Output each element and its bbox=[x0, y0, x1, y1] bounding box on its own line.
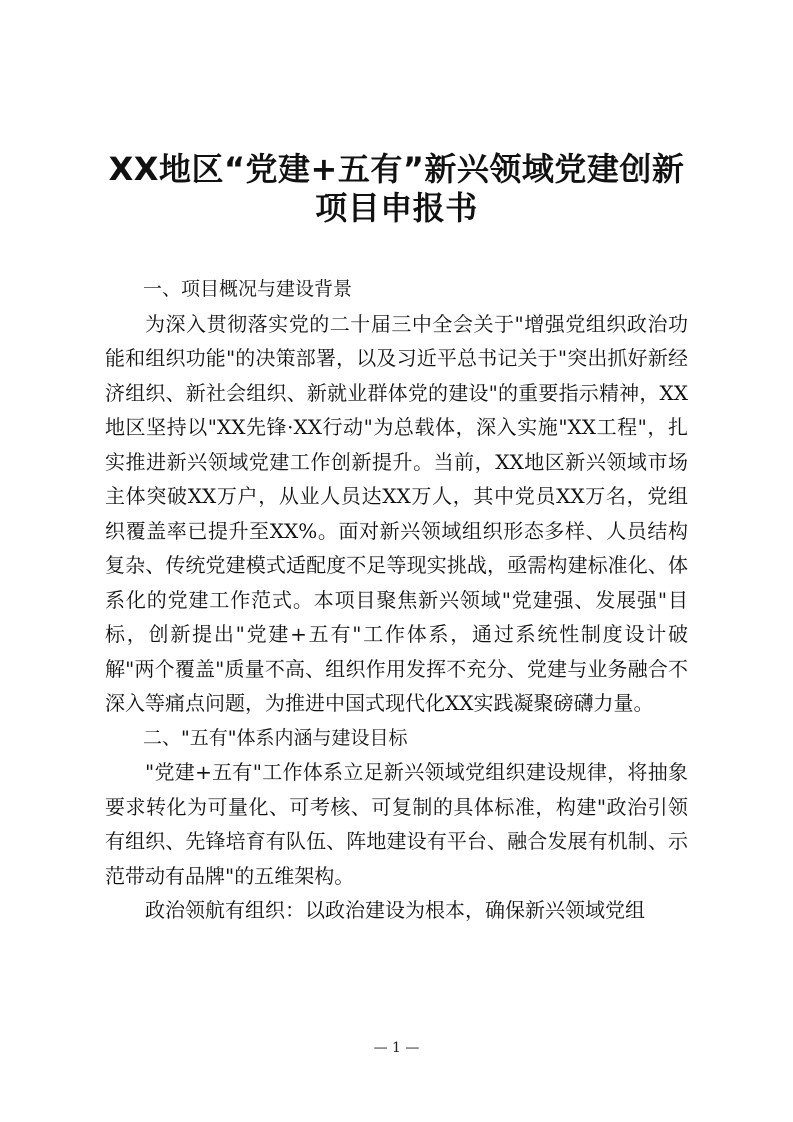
title-line-1: XX地区“党建+五有”新兴领域党建创新 bbox=[108, 150, 685, 188]
title-line-2: 项目申报书 bbox=[315, 189, 478, 227]
page-number: — 1 — bbox=[373, 1040, 420, 1056]
document-body bbox=[105, 272, 688, 928]
section-1-paragraph: 为深入贯彻落实党的二十届三中全会关于"增强党组织政治功能和组织功能"的决策部署，以及习近平总书记关于"突出抓好新经济组织、新社会组织、新就业群体党的建设"的重要指示精神，XX地区坚持以"XX先锋·XX行动"为总载体，深入实施"XX工程"，扎实推进新兴领域党建工作创新提升。当前，XX地区新兴领域市场主体突破XX万户，从业人员达XX万人，其中党员XX万名，党组织覆盖率已提升至XX%。面对新兴领域组织形态多样、人员结构复杂、传统党建模式适配度不足等现实挑战，亟需构建标准化、体系化的党建工作范式。本项目聚焦新兴领域"党建强、发展强"目标，创新提出"党建+五有"工作体系，通过系统性制度设计破解"两个覆盖"质量不高、组织作用发挥不充分、党建与业务融合不深入等痛点问题，为推进中国式现代化XX实践凝聚磅礴力量。 bbox=[105, 311, 688, 715]
section-2-paragraph: "党建+五有"工作体系立足新兴领域党组织建设规律，将抽象要求转化为可量化、可考核、可复制的具体标准，构建"政治引领有组织、先锋培育有队伍、阵地建设有平台、融合发展有机制、示范带动有品牌"的五维架构。 bbox=[105, 760, 688, 888]
section-1-heading: 一、项目概况与建设背景 bbox=[143, 278, 353, 300]
section-2-continued-paragraph: 政治领航有组织：以政治建设为根本，确保新兴领域党组 bbox=[145, 898, 645, 922]
section-2-heading: 二、"五有"体系内涵与建设目标 bbox=[143, 726, 408, 749]
document-title bbox=[100, 150, 693, 228]
